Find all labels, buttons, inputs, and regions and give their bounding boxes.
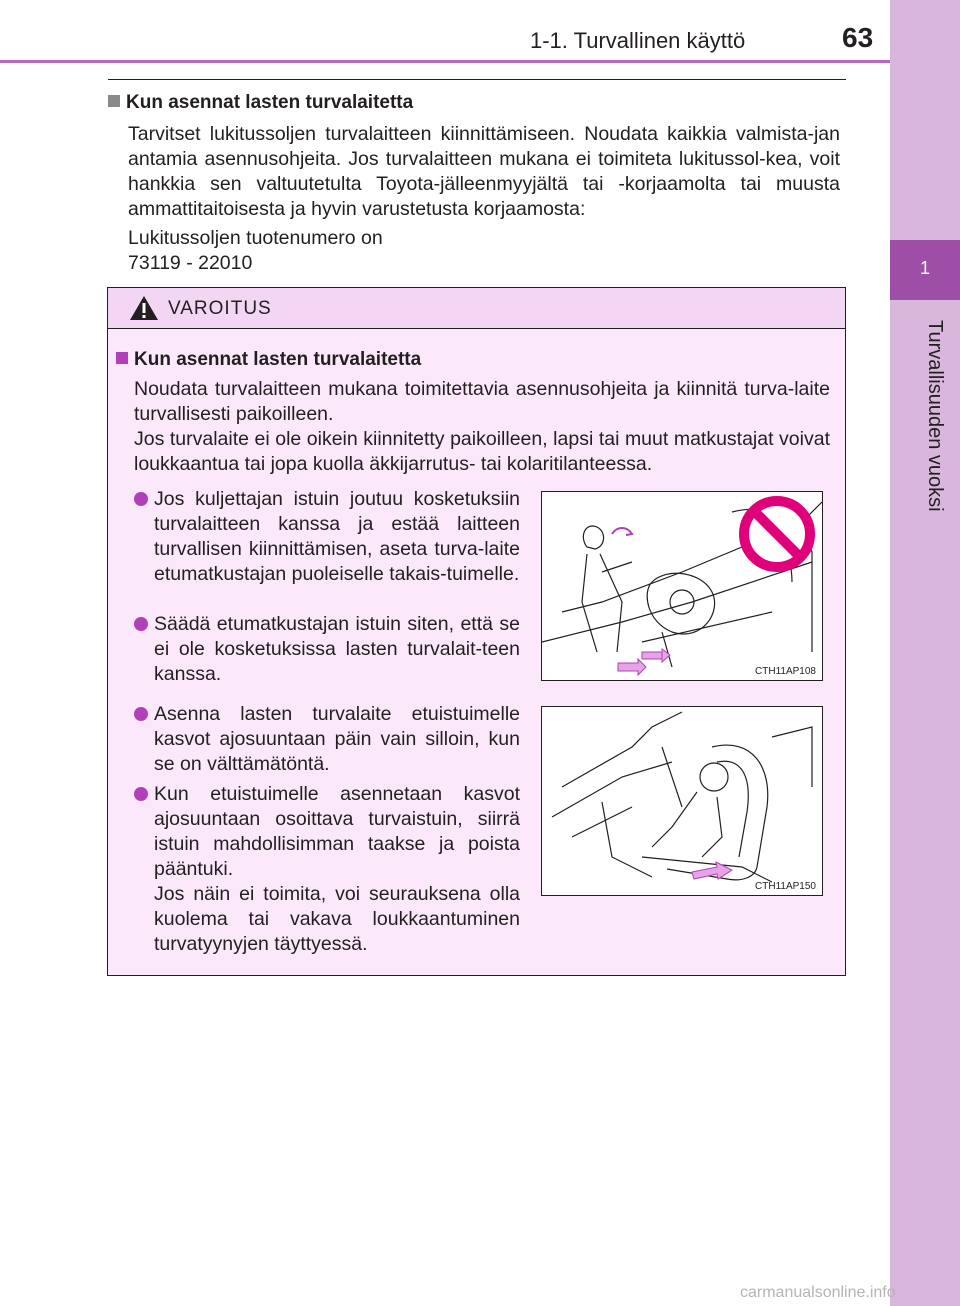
warning-bullet-3: Asenna lasten turvalaite etuistuimelle kasvot ajosuuntaan päin vain silloin, kun se on välttämätöntä. bbox=[134, 702, 520, 777]
prohibition-icon bbox=[744, 501, 810, 567]
warning-para-2: Jos turvalaite ei ole oikein kiinnitetty paikoilleen, lapsi tai muut matkustajat voivat loukkaantua tai jopa kuolla äkkijarrutus- tai kolaritilanteessa. bbox=[134, 428, 830, 475]
watermark: carmanualsonline.info bbox=[740, 1284, 896, 1301]
side-tab-label: Turvallisuuden vuoksi bbox=[924, 320, 946, 512]
section-body: Tarvitset lukitussoljen turvalaitteen kiinnittämiseen. Noudata kaikkia valmista-jan antamia asennusohjeita. Jos turvalaitteen mukana ei toimiteta lukitussol-kea, voit hankkia sen valtuutetulta Toyota-jälleenmyyjältä tai -korjaamolta tai muusta ammattitaitoisesta ja hyvin varustetusta korjaamosta: bbox=[128, 123, 840, 220]
square-bullet-icon bbox=[116, 352, 128, 364]
warning-triangle-icon bbox=[128, 294, 160, 322]
warning-header bbox=[108, 288, 845, 329]
square-bullet-icon bbox=[108, 95, 120, 107]
page-number: 63 bbox=[842, 22, 874, 53]
figure-rear-seat bbox=[541, 491, 823, 681]
part-label: Lukitussoljen tuotenumero on bbox=[128, 227, 383, 249]
figure-front-seat bbox=[541, 706, 823, 896]
warning-body bbox=[108, 329, 845, 975]
figure-code: CTH11AP108 bbox=[755, 666, 816, 677]
chapter-title: 1-1. Turvallinen käyttö bbox=[530, 28, 746, 53]
dot-bullet-icon bbox=[134, 707, 148, 721]
dot-bullet-icon bbox=[134, 492, 148, 506]
warning-heading: Kun asennat lasten turvalaitetta bbox=[116, 349, 421, 371]
car-seat-illustration bbox=[542, 707, 822, 895]
car-seat-rear-illustration bbox=[542, 492, 822, 680]
warning-box bbox=[107, 287, 846, 976]
warning-title: VAROITUS bbox=[168, 298, 272, 319]
warning-para-1: Noudata turvalaitteen mukana toimitettavia asennusohjeita ja kiinnitä turva-laite turvallisesti paikoilleen. bbox=[134, 378, 830, 425]
warning-bullet-2: Säädä etumatkustajan istuin siten, että se ei ole kosketuksissa lasten turvalait-teen kanssa. bbox=[134, 612, 520, 687]
header-rule bbox=[0, 60, 890, 63]
section-heading: Kun asennat lasten turvalaitetta bbox=[108, 92, 413, 114]
warning-bullet-1: Jos kuljettajan istuin joutuu kosketuksiin turvalaitteen kanssa ja estää laitteen turvallisen kiinnittämisen, aseta turva-laite etumatkustajan puoleiselle takais-tuimelle. bbox=[134, 487, 520, 587]
warning-bullet-5: Jos näin ei toimita, voi seurauksena olla kuolema tai vakava loukkaantuminen turvatyynyjen täyttyessä. bbox=[154, 883, 520, 955]
part-number: 73119 - 22010 bbox=[128, 252, 253, 274]
dot-bullet-icon bbox=[134, 617, 148, 631]
warning-bullet-4: Kun etuistuimelle asennetaan kasvot ajosuuntaan osoittava turvaistuin, siirrä istuin mahdollisimman taakse ja poista pääntuki. bbox=[134, 782, 520, 882]
side-tab-number: 1 bbox=[919, 258, 930, 278]
section-rule bbox=[108, 79, 846, 80]
dot-bullet-icon bbox=[134, 787, 148, 801]
side-tab bbox=[890, 0, 960, 1306]
figure-code: CTH11AP150 bbox=[755, 881, 816, 892]
